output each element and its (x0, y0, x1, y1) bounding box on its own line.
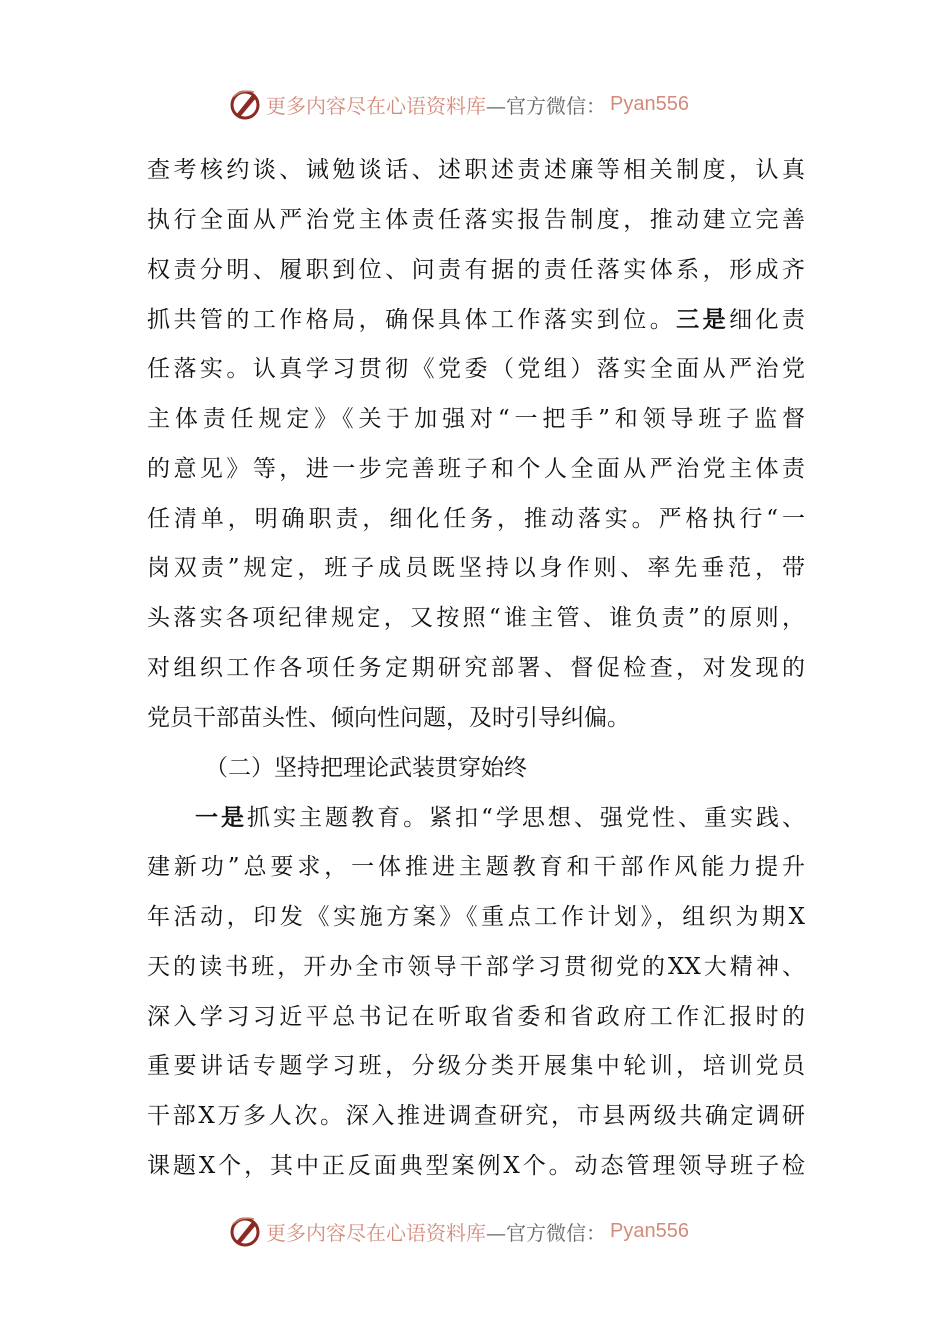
text-line: 岗双责”规定，班子成员既坚持以身作则、率先垂范，带 (147, 555, 805, 582)
text-line: 对组织工作各项任务定期研究部署、督促检查，对发现的 (147, 654, 805, 681)
text-line: 执行全面从严治党主体责任落实报告制度，推动建立完善 (147, 206, 805, 233)
text-line: 重要讲话专题学习班，分级分类开展集中轮训，培训党员 (147, 1053, 805, 1080)
text-line: 干部X万多人次。深入推进调查研究，市县两级共确定调研 (147, 1103, 805, 1130)
text-line: 深入学习习近平总书记在听取省委和省政府工作汇报时的 (147, 1003, 805, 1030)
document-body (147, 146, 805, 1192)
bold-lead: 三是 (676, 306, 730, 334)
pen-logo-icon (228, 87, 262, 121)
text-line: 任清单，明确职责，细化任务，推动落实。严格执行“一 (147, 505, 805, 532)
text-line: 任落实。认真学习贯彻《党委（党组）落实全面从严治党 (147, 356, 805, 383)
section-heading: （二）坚持把理论武装贯穿始终 (205, 754, 527, 781)
text-line: 权责分明、履职到位、问责有据的责任落实体系，形成齐 (147, 256, 805, 283)
text-line: 建新功”总要求，一体推进主题教育和干部作风能力提升 (147, 854, 805, 881)
footer-watermark (228, 1211, 689, 1251)
text-line: 抓共管的工作格局，确保具体工作落实到位。三是细化责 (147, 306, 806, 334)
text-line: 查考核约谈、诫勉谈话、述职述责述廉等相关制度，认真 (147, 157, 805, 183)
text-line: 天的读书班，开办全市领导干部学习贯彻党的XX大精神、 (147, 953, 805, 980)
watermark-wechat-id: Pyan556 (610, 1219, 689, 1242)
text-line: 课题X个，其中正反面典型案例X个。动态管理领导班子检 (147, 1152, 805, 1179)
watermark-text: 更多内容尽在心语资料库 (266, 93, 486, 118)
text-line: 年活动，印发《实施方案》《重点工作计划》，组织为期X (147, 903, 805, 930)
pen-logo-icon (228, 1214, 262, 1248)
text-line: 一是抓实主题教育。紧扣“学思想、强党性、重实践、 (195, 804, 806, 832)
text-line: 的意见》等，进一步完善班子和个人全面从严治党主体责 (147, 455, 805, 482)
text-line: 头落实各项纪律规定，又按照“谁主管、谁负责”的原则， (147, 605, 805, 632)
watermark-text: 更多内容尽在心语资料库 (266, 1220, 486, 1245)
watermark-wechat-label: —官方微信： (486, 93, 606, 118)
header-watermark (228, 84, 689, 124)
text-line: 主体责任规定》《关于加强对“一把手”和领导班子监督 (147, 405, 805, 432)
watermark-wechat-label: —官方微信： (486, 1220, 606, 1245)
bold-lead: 一是 (195, 804, 248, 832)
watermark-wechat-id: Pyan556 (610, 92, 689, 115)
text-line: 党员干部苗头性、倾向性问题，及时引导纠偏。 (147, 704, 630, 731)
